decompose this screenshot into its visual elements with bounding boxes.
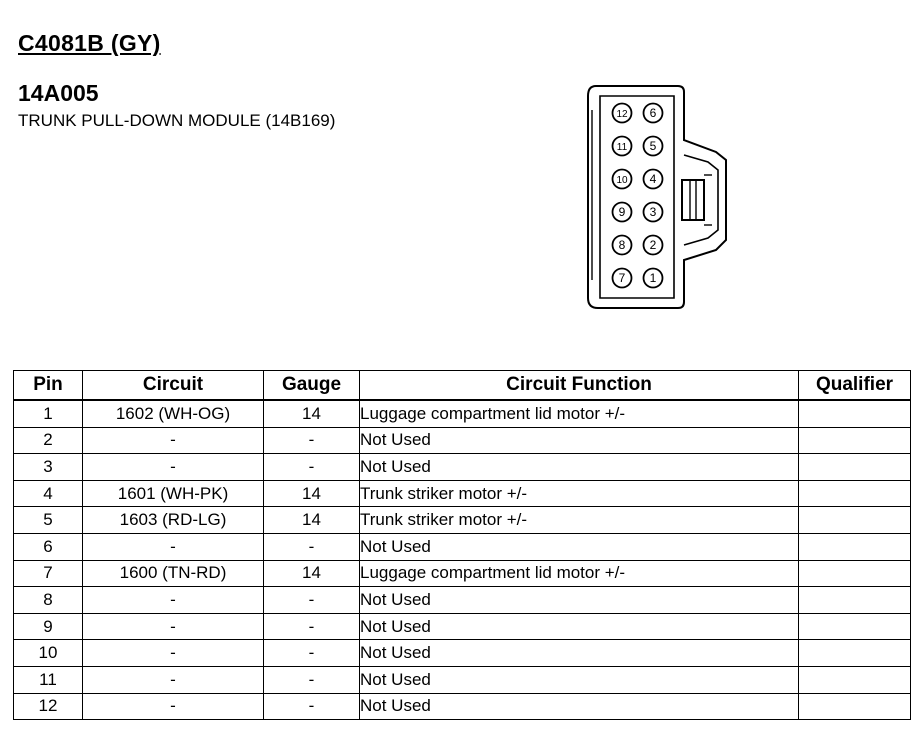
- gauge-cell: 14: [264, 560, 360, 587]
- pin-number-label: 3: [649, 205, 657, 219]
- qualifier-cell: [799, 640, 911, 667]
- circuit-cell: 1600 (TN-RD): [83, 560, 264, 587]
- connector-latch: [684, 155, 718, 245]
- circuit-function-cell: Trunk striker motor +/-: [360, 480, 799, 507]
- gauge-cell: -: [264, 666, 360, 693]
- qualifier-cell: [799, 666, 911, 693]
- table-row: [14, 454, 911, 481]
- gauge-cell: -: [264, 587, 360, 614]
- circuit-cell: 1603 (RD-LG): [83, 507, 264, 534]
- circuit-function-cell: Trunk striker motor +/-: [360, 507, 799, 534]
- circuit-cell: -: [83, 693, 264, 720]
- circuit-function-cell: Not Used: [360, 533, 799, 560]
- pin-number-label: 4: [649, 172, 657, 186]
- circuit-cell: -: [83, 613, 264, 640]
- module-description: TRUNK PULL-DOWN MODULE (14B169): [18, 111, 336, 130]
- qualifier-cell: [799, 480, 911, 507]
- col-header-gauge: Gauge: [264, 371, 360, 401]
- qualifier-cell: [799, 587, 911, 614]
- col-header-pin: Pin: [14, 371, 83, 401]
- gauge-cell: 14: [264, 480, 360, 507]
- table-row: [14, 666, 911, 693]
- table-row: [14, 400, 911, 427]
- pin-cell: 9: [14, 613, 83, 640]
- circuit-function-cell: Luggage compartment lid motor +/-: [360, 400, 799, 427]
- table-row: [14, 587, 911, 614]
- gauge-cell: -: [264, 454, 360, 481]
- pin-number-label: 10: [616, 175, 628, 186]
- pin-cell: 8: [14, 587, 83, 614]
- pin-cell: 5: [14, 507, 83, 534]
- connector-id: C4081B (GY): [18, 30, 161, 56]
- circuit-function-cell: Not Used: [360, 640, 799, 667]
- circuit-cell: 1602 (WH-OG): [83, 400, 264, 427]
- col-header-qualifier: Qualifier: [799, 371, 911, 401]
- circuit-cell: 1601 (WH-PK): [83, 480, 264, 507]
- col-header-circuit-function: Circuit Function: [360, 371, 799, 401]
- pin-cell: 12: [14, 693, 83, 720]
- latch-tab: [682, 180, 704, 220]
- circuit-cell: -: [83, 427, 264, 454]
- table-row: [14, 480, 911, 507]
- gauge-cell: -: [264, 533, 360, 560]
- pin-number-label: 5: [649, 139, 657, 153]
- table-row: [14, 613, 911, 640]
- circuit-function-cell: Luggage compartment lid motor +/-: [360, 560, 799, 587]
- table-header-row: [14, 371, 911, 401]
- table-row: [14, 640, 911, 667]
- pin-cell: 10: [14, 640, 83, 667]
- gauge-cell: -: [264, 613, 360, 640]
- qualifier-cell: [799, 693, 911, 720]
- pin-cell: 1: [14, 400, 83, 427]
- pin-cell: 4: [14, 480, 83, 507]
- qualifier-cell: [799, 560, 911, 587]
- qualifier-cell: [799, 454, 911, 481]
- pin-cell: 2: [14, 427, 83, 454]
- gauge-cell: 14: [264, 400, 360, 427]
- pin-number-label: 11: [616, 142, 628, 153]
- pin-cell: 6: [14, 533, 83, 560]
- table-row: [14, 560, 911, 587]
- table-row: [14, 507, 911, 534]
- gauge-cell: -: [264, 640, 360, 667]
- circuit-cell: -: [83, 666, 264, 693]
- connector-cavity-outline: [600, 96, 674, 298]
- pin-number-label: 8: [618, 238, 626, 252]
- qualifier-cell: [799, 400, 911, 427]
- circuit-function-cell: Not Used: [360, 693, 799, 720]
- qualifier-cell: [799, 507, 911, 534]
- pin-number-label: 7: [618, 271, 626, 285]
- circuit-function-cell: Not Used: [360, 587, 799, 614]
- table-row: [14, 427, 911, 454]
- pin-number-label: 2: [649, 238, 657, 252]
- circuit-function-cell: Not Used: [360, 454, 799, 481]
- circuit-cell: -: [83, 533, 264, 560]
- pin-number-label: 12: [616, 109, 628, 120]
- connector-face-diagram: [578, 80, 728, 315]
- qualifier-cell: [799, 427, 911, 454]
- circuit-function-cell: Not Used: [360, 613, 799, 640]
- circuit-function-cell: Not Used: [360, 666, 799, 693]
- table-row: [14, 693, 911, 720]
- qualifier-cell: [799, 613, 911, 640]
- connector-housing-outline: [588, 86, 726, 308]
- circuit-function-cell: Not Used: [360, 427, 799, 454]
- pin-number-label: 9: [618, 205, 626, 219]
- part-number: 14A005: [18, 80, 99, 106]
- col-header-circuit: Circuit: [83, 371, 264, 401]
- table-row: [14, 533, 911, 560]
- qualifier-cell: [799, 533, 911, 560]
- gauge-cell: -: [264, 693, 360, 720]
- pin-cell: 7: [14, 560, 83, 587]
- circuit-cell: -: [83, 454, 264, 481]
- pinout-table: [13, 370, 911, 720]
- pin-number-label: 1: [649, 271, 657, 285]
- pin-cell: 3: [14, 454, 83, 481]
- gauge-cell: 14: [264, 507, 360, 534]
- circuit-cell: -: [83, 587, 264, 614]
- circuit-cell: -: [83, 640, 264, 667]
- gauge-cell: -: [264, 427, 360, 454]
- pin-number-label: 6: [649, 106, 657, 120]
- pin-cell: 11: [14, 666, 83, 693]
